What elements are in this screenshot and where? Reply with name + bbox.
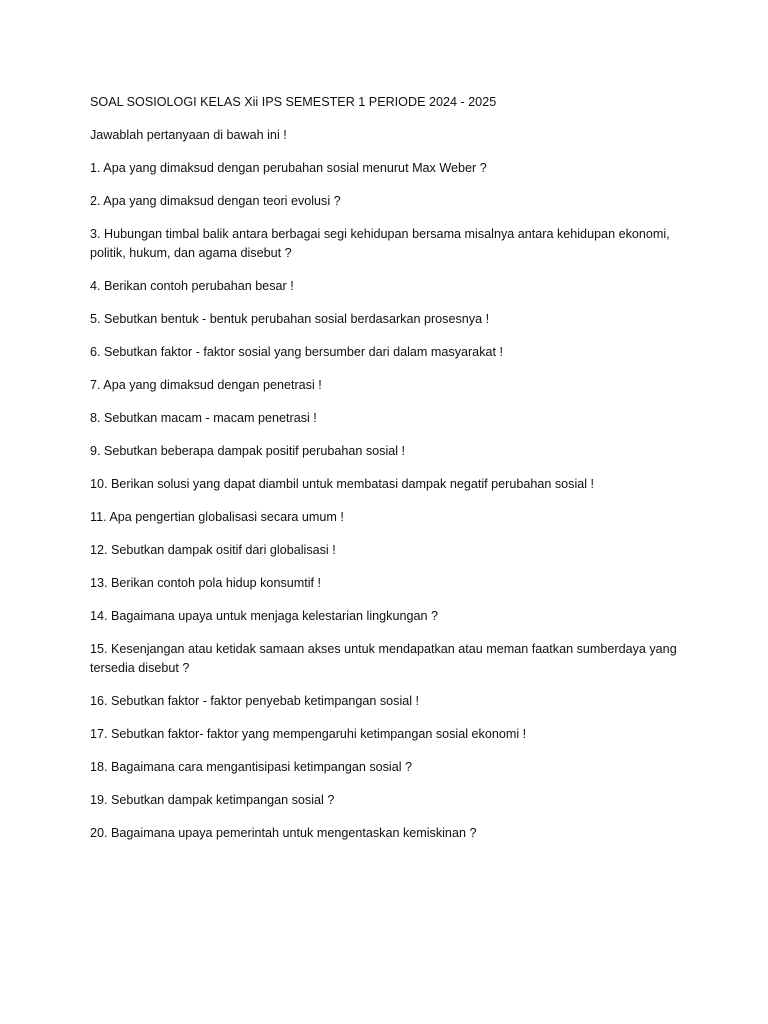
question-5: 5. Sebutkan bentuk - bentuk perubahan sosial berdasarkan prosesnya !: [90, 312, 490, 326]
question-3: 3. Hubungan timbal balik antara berbagai segi kehidupan bersama misalnya antara kehidupan ekonomi, politik, hukum, dan agama disebut ?: [90, 227, 670, 260]
question-12: 12. Sebutkan dampak ositif dari globalisasi !: [90, 543, 336, 557]
document-page: [90, 93, 690, 857]
question-1: 1. Apa yang dimaksud dengan perubahan sosial menurut Max Weber ?: [90, 161, 487, 175]
question-13: 13. Berikan contoh pola hidup konsumtif !: [90, 576, 322, 590]
question-9: 9. Sebutkan beberapa dampak positif perubahan sosial !: [90, 444, 406, 458]
question-7: 7. Apa yang dimaksud dengan penetrasi !: [90, 378, 322, 392]
question-20: 20. Bagaimana upaya pemerintah untuk mengentaskan kemiskinan ?: [90, 826, 477, 840]
question-15: 15. Kesenjangan atau ketidak samaan akses untuk mendapatkan atau meman faatkan sumberdaya yang tersedia disebut ?: [90, 642, 677, 675]
question-11: 11. Apa pengertian globalisasi secara umum !: [90, 510, 344, 524]
question-8: 8. Sebutkan macam - macam penetrasi !: [90, 411, 317, 425]
question-2: 2. Apa yang dimaksud dengan teori evolusi ?: [90, 194, 341, 208]
instruction-text: Jawablah pertanyaan di bawah ini !: [90, 128, 287, 142]
document-title: SOAL SOSIOLOGI KELAS Xii IPS SEMESTER 1 PERIODE 2024 - 2025: [90, 95, 497, 109]
question-16: 16. Sebutkan faktor - faktor penyebab ketimpangan sosial !: [90, 694, 420, 708]
question-6: 6. Sebutkan faktor - faktor sosial yang bersumber dari dalam masyarakat !: [90, 345, 503, 359]
question-19: 19. Sebutkan dampak ketimpangan sosial ?: [90, 793, 335, 807]
question-list: [90, 159, 690, 843]
question-18: 18. Bagaimana cara mengantisipasi ketimpangan sosial ?: [90, 760, 413, 774]
question-10: 10. Berikan solusi yang dapat diambil untuk membatasi dampak negatif perubahan sosial !: [90, 477, 595, 491]
question-4: 4. Berikan contoh perubahan besar !: [90, 279, 294, 293]
question-17: 17. Sebutkan faktor- faktor yang mempengaruhi ketimpangan sosial ekonomi !: [90, 727, 527, 741]
question-14: 14. Bagaimana upaya untuk menjaga kelestarian lingkungan ?: [90, 609, 438, 623]
